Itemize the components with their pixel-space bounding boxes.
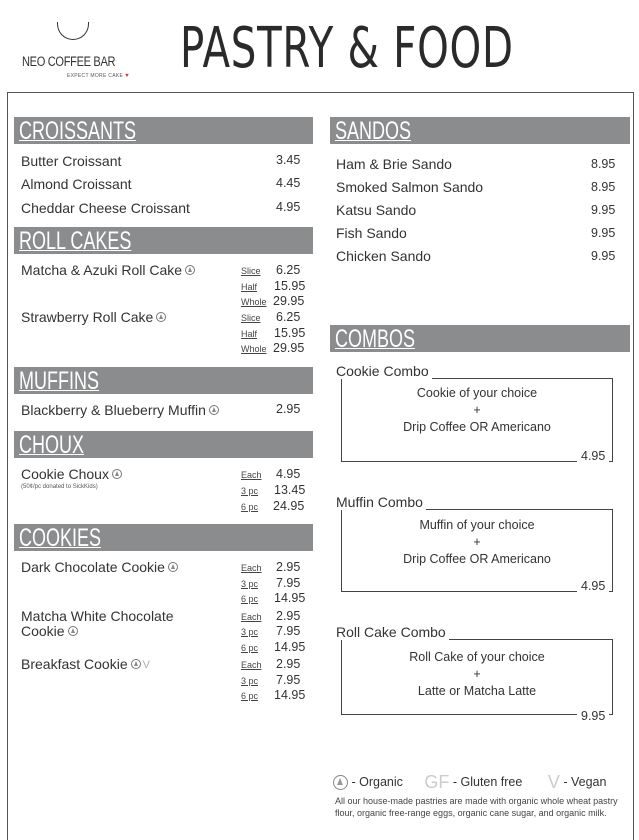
organic-icon bbox=[185, 265, 195, 275]
section-heading: COOKIES bbox=[19, 524, 102, 552]
vegan-mark: V bbox=[142, 659, 150, 672]
menu-item-price: 4.95 bbox=[276, 200, 301, 214]
size-label: Each bbox=[241, 612, 262, 622]
size-price: 2.95 bbox=[276, 657, 301, 671]
section-bar-roll-cakes bbox=[14, 227, 313, 254]
heart-icon: ♥ bbox=[125, 73, 129, 79]
menu-item-price: 8.95 bbox=[591, 157, 616, 171]
menu-item-name-line1: Matcha White Chocolate bbox=[21, 608, 174, 624]
size-label: Slice bbox=[241, 313, 261, 323]
menu-item bbox=[21, 402, 219, 418]
section-bar-cookies bbox=[14, 524, 313, 551]
menu-item-name: Fish Sando bbox=[336, 225, 407, 241]
size-label: Each bbox=[241, 563, 262, 573]
menu-item-price: 9.95 bbox=[591, 249, 616, 263]
size-price: 29.95 bbox=[273, 294, 305, 308]
menu-item-price: 9.95 bbox=[591, 226, 616, 240]
menu-item-name: Almond Croissant bbox=[21, 176, 132, 192]
size-price: 6.25 bbox=[276, 263, 301, 277]
section-heading: SANDOS bbox=[335, 117, 412, 145]
size-label: Slice bbox=[241, 266, 261, 276]
menu-item-name: Katsu Sando bbox=[336, 202, 417, 218]
section-heading: ROLL CAKES bbox=[19, 227, 132, 255]
menu-item-price: 4.45 bbox=[276, 176, 301, 190]
combo-price: 4.95 bbox=[577, 579, 609, 593]
size-label: Each bbox=[241, 660, 262, 670]
menu-item bbox=[21, 309, 166, 325]
legend-organic: - Organic bbox=[351, 774, 403, 789]
size-label: Half bbox=[241, 329, 258, 339]
combo-plus: + bbox=[473, 667, 481, 681]
combo-box bbox=[341, 378, 613, 462]
coffee-cup-icon bbox=[57, 22, 89, 40]
combo-line-1: Muffin of your choice bbox=[419, 518, 535, 532]
size-price: 7.95 bbox=[276, 624, 301, 638]
organic-icon bbox=[112, 469, 122, 479]
size-price: 6.25 bbox=[276, 310, 301, 324]
page-title: PASTRY & FOOD bbox=[180, 16, 514, 81]
size-label: 6 pc bbox=[241, 502, 259, 512]
size-label: Each bbox=[241, 470, 262, 480]
menu-item-name: Breakfast Cookie bbox=[21, 656, 128, 672]
combo-line-2: Latte or Matcha Latte bbox=[417, 684, 537, 698]
size-price: 14.95 bbox=[274, 591, 306, 605]
ingredients-footnote: All our house-made pastries are made with organic whole wheat pastry flour, organic free-range eggs, organic cane sugar, and organic milk. bbox=[335, 796, 618, 818]
section-heading: CROISSANTS bbox=[19, 117, 137, 145]
combo-price: 9.95 bbox=[577, 709, 609, 723]
menu-item-price: 9.95 bbox=[591, 203, 616, 217]
size-price: 7.95 bbox=[276, 576, 301, 590]
section-heading: MUFFINS bbox=[19, 367, 99, 395]
menu-item bbox=[21, 623, 78, 639]
menu-item-name: Chicken Sando bbox=[336, 248, 431, 264]
menu-item-name: Butter Croissant bbox=[21, 153, 122, 169]
size-price: 2.95 bbox=[276, 609, 301, 623]
size-price: 29.95 bbox=[273, 341, 305, 355]
gluten-free-symbol: GF bbox=[424, 772, 450, 792]
size-price: 7.95 bbox=[276, 673, 301, 687]
size-label: 3 pc bbox=[241, 627, 259, 637]
legend-gluten-free: - Gluten free bbox=[452, 774, 523, 789]
section-bar-combos bbox=[330, 325, 630, 352]
menu-item-name: Matcha & Azuki Roll Cake bbox=[21, 262, 183, 278]
combo-box bbox=[341, 639, 613, 715]
organic-icon bbox=[209, 405, 219, 415]
size-price: 14.95 bbox=[274, 688, 306, 702]
organic-icon bbox=[333, 775, 348, 790]
combo-title: Cookie Combo bbox=[336, 363, 432, 379]
section-bar-sandos bbox=[330, 117, 630, 144]
menu-item-name: Cookie Choux bbox=[21, 466, 109, 482]
menu-item-name: Dark Chocolate Cookie bbox=[21, 559, 165, 575]
brand-logo bbox=[22, 22, 132, 84]
size-price: 14.95 bbox=[274, 640, 306, 654]
menu-item bbox=[21, 466, 122, 482]
size-price: 13.45 bbox=[274, 483, 306, 497]
organic-icon bbox=[168, 562, 178, 572]
menu-item-price: 8.95 bbox=[591, 180, 616, 194]
size-price: 24.95 bbox=[273, 499, 305, 513]
size-label: Whole bbox=[241, 297, 267, 307]
size-price: 4.95 bbox=[276, 467, 301, 481]
combo-price: 4.95 bbox=[577, 449, 609, 463]
menu-item-name-line2: Cookie bbox=[21, 623, 65, 639]
combo-plus: + bbox=[473, 403, 481, 417]
organic-icon bbox=[68, 626, 78, 636]
legend-vegan: - Vegan bbox=[563, 774, 607, 789]
menu-item-name: Smoked Salmon Sando bbox=[336, 179, 484, 195]
menu-item bbox=[21, 656, 150, 673]
menu-item-name: Cheddar Cheese Croissant bbox=[21, 200, 190, 216]
vegan-symbol: V bbox=[547, 772, 560, 792]
combo-line-1: Cookie of your choice bbox=[416, 386, 538, 400]
logo-tagline bbox=[67, 73, 129, 79]
menu-item-name: Blackberry & Blueberry Muffin bbox=[21, 402, 206, 418]
organic-icon bbox=[156, 312, 166, 322]
menu-item bbox=[21, 262, 195, 278]
menu-item-name: Ham & Brie Sando bbox=[336, 156, 452, 172]
section-heading: CHOUX bbox=[19, 431, 85, 459]
section-bar-muffins bbox=[14, 367, 313, 394]
size-label: Half bbox=[241, 282, 258, 292]
combo-line-1: Roll Cake of your choice bbox=[409, 650, 545, 664]
combo-line-2: Drip Coffee OR Americano bbox=[403, 420, 551, 434]
menu-item-price: 3.45 bbox=[276, 153, 301, 167]
combo-plus: + bbox=[473, 535, 481, 549]
size-price: 15.95 bbox=[274, 279, 306, 293]
size-label: Whole bbox=[241, 344, 267, 354]
menu-item-price: 2.95 bbox=[276, 402, 301, 416]
size-label: 3 pc bbox=[241, 486, 259, 496]
organic-icon bbox=[131, 659, 141, 669]
size-label: 3 pc bbox=[241, 579, 259, 589]
size-label: 6 pc bbox=[241, 594, 259, 604]
combo-title: Roll Cake Combo bbox=[336, 624, 449, 640]
section-bar-choux bbox=[14, 431, 313, 458]
section-heading: COMBOS bbox=[335, 325, 416, 353]
size-label: 3 pc bbox=[241, 676, 259, 686]
combo-line-2: Drip Coffee OR Americano bbox=[403, 552, 551, 566]
combo-title: Muffin Combo bbox=[336, 494, 426, 510]
combo-box bbox=[341, 509, 613, 592]
menu-item bbox=[21, 559, 178, 575]
menu-item-name: Strawberry Roll Cake bbox=[21, 309, 154, 325]
size-price: 2.95 bbox=[276, 560, 301, 574]
logo-tagline-text: EXPECT MORE CAKE bbox=[67, 73, 124, 79]
donation-note: (50¢/pc donated to SickKids) bbox=[21, 484, 98, 490]
size-label: 6 pc bbox=[241, 643, 259, 653]
size-label: 6 pc bbox=[241, 691, 259, 701]
section-bar-croissants bbox=[14, 117, 313, 144]
logo-name: NEO COFFEE BAR bbox=[22, 54, 116, 69]
legend bbox=[333, 772, 606, 793]
size-price: 15.95 bbox=[274, 326, 306, 340]
